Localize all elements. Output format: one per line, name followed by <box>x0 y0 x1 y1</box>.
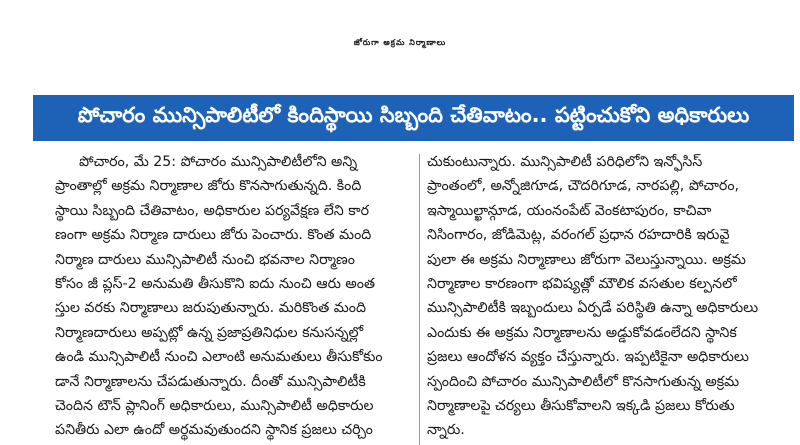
paragraph-line: ప్రాంతాల్లో అక్రమ నిర్మాణాల జోరు కొనసాగుతున్నది. కింది <box>55 178 362 195</box>
column-divider <box>419 154 420 445</box>
paragraph-line: స్పందించి పోచారం మున్సిపాలిటీలో కొనసాగుతున్న అక్రమ <box>427 373 740 390</box>
article-column-left <box>55 150 413 445</box>
subheadline-text: పోచారం మున్సిపాలిటీలో కిందిస్థాయి సిబ్బంది చేతివాటం.. పట్టించుకోని అధికారులు <box>77 103 750 127</box>
paragraph-line: స్థాయి సిబ్బంది చేతివాటం, అధికారుల పర్యవేక్షణ లేని కార <box>55 202 369 219</box>
paragraph-line: ఉండి మున్సిపాలిటీ నుంచి ఎలాంటి అనుమతులు తీసుకోకుం <box>55 349 383 366</box>
paragraph-line: ఎందుకు ఈ అక్రమ నిర్మాణాలను అడ్డుకోవడంలేదని స్థానిక <box>427 324 737 341</box>
paragraph-line: డానే నిర్మాణాలను చేపడుతున్నారు. దీంతో మున్సిపాలిటీకి <box>55 373 366 390</box>
subheadline-banner <box>33 95 794 141</box>
paragraph-line: చుకుంటున్నారు. మున్సిపాలిటీ పరిధిలోని ఇన్ఫోసిస్ <box>427 154 703 170</box>
paragraph-line: పోచారం, మే 25: పోచారం మున్సిపాలిటీలోని అన్ని <box>79 154 358 170</box>
paragraph-line: నిర్మాణ దారులు మున్సిపాలిటీ నుంచి భవనాల నిర్మాణం <box>55 251 355 268</box>
paragraph-line: పులా ఈ అక్రమ నిర్మాణాలు జోరుగా వెలుస్తున్నాయి. అక్రమ <box>427 251 746 268</box>
article-column-right <box>427 150 783 445</box>
headline: జోరుగా అక్రమ నిర్మాణాలు <box>353 37 447 47</box>
paragraph-line: ప్రజలు ఆందోళన వ్యక్తం చేస్తున్నారు. ఇప్పటికైనా అధికారులు <box>427 349 749 366</box>
paragraph-line: చెందిన టౌన్ ప్లానింగ్ అధికారులు, మున్సిపాలిటీ అధికారుల <box>55 398 374 415</box>
paragraph-line: నిర్మాణాల కారణంగా భవిష్యత్లో మౌలిక వసతుల కల్పనలో <box>427 276 737 293</box>
paragraph-line: నిసింగారం, జోడిమెట్ల, వరంగల్ ప్రధాన రహదారికి ఇరువై <box>427 227 730 244</box>
paragraph-line: స్తుల వరకు నిర్మాణాలు జరుపుతున్నారు. మరికొంత మంది <box>55 300 367 317</box>
paragraph-line: న్నారు. <box>427 422 465 439</box>
paragraph-line: నిర్మాణాలపై చర్యలు తీసుకోవాలని ఇక్కడి ప్రజలు కోరుతు <box>427 398 735 415</box>
paragraph-line: ప్రాంతంలో, అన్నోజిగూడ, చౌదరిగూడ, నారపల్లి, పోచారం, <box>427 178 740 195</box>
paragraph-line: ణంగా అక్రమ నిర్మాణ దారులు జోరు పెంచారు. కొంత మంది <box>55 227 372 244</box>
paragraph-line: కోసం జీ ప్లస్-2 అనుమతి తీసుకొని ఐదు నుంచి ఆరు అంత <box>55 276 375 293</box>
paragraph-line: మున్సిపాలిటీకి ఇబ్బందులు ఏర్పడే పరిస్థితి ఉన్నా అధికారులు <box>427 300 759 317</box>
paragraph-line: పనితీరు ఎలా ఉందో అర్థమవుతుందని స్థానిక ప్రజలు చర్చిం <box>55 422 373 439</box>
paragraph-line: ఇస్మాయిల్ఖాన్గూడ, యంనంపేట్ వెంకటాపురం, కాచివా <box>427 202 712 219</box>
paragraph-line: నిర్మాణదారులు అప్పట్లో ఉన్న ప్రజాప్రతినిధుల కనుసన్నల్లో <box>55 324 364 341</box>
